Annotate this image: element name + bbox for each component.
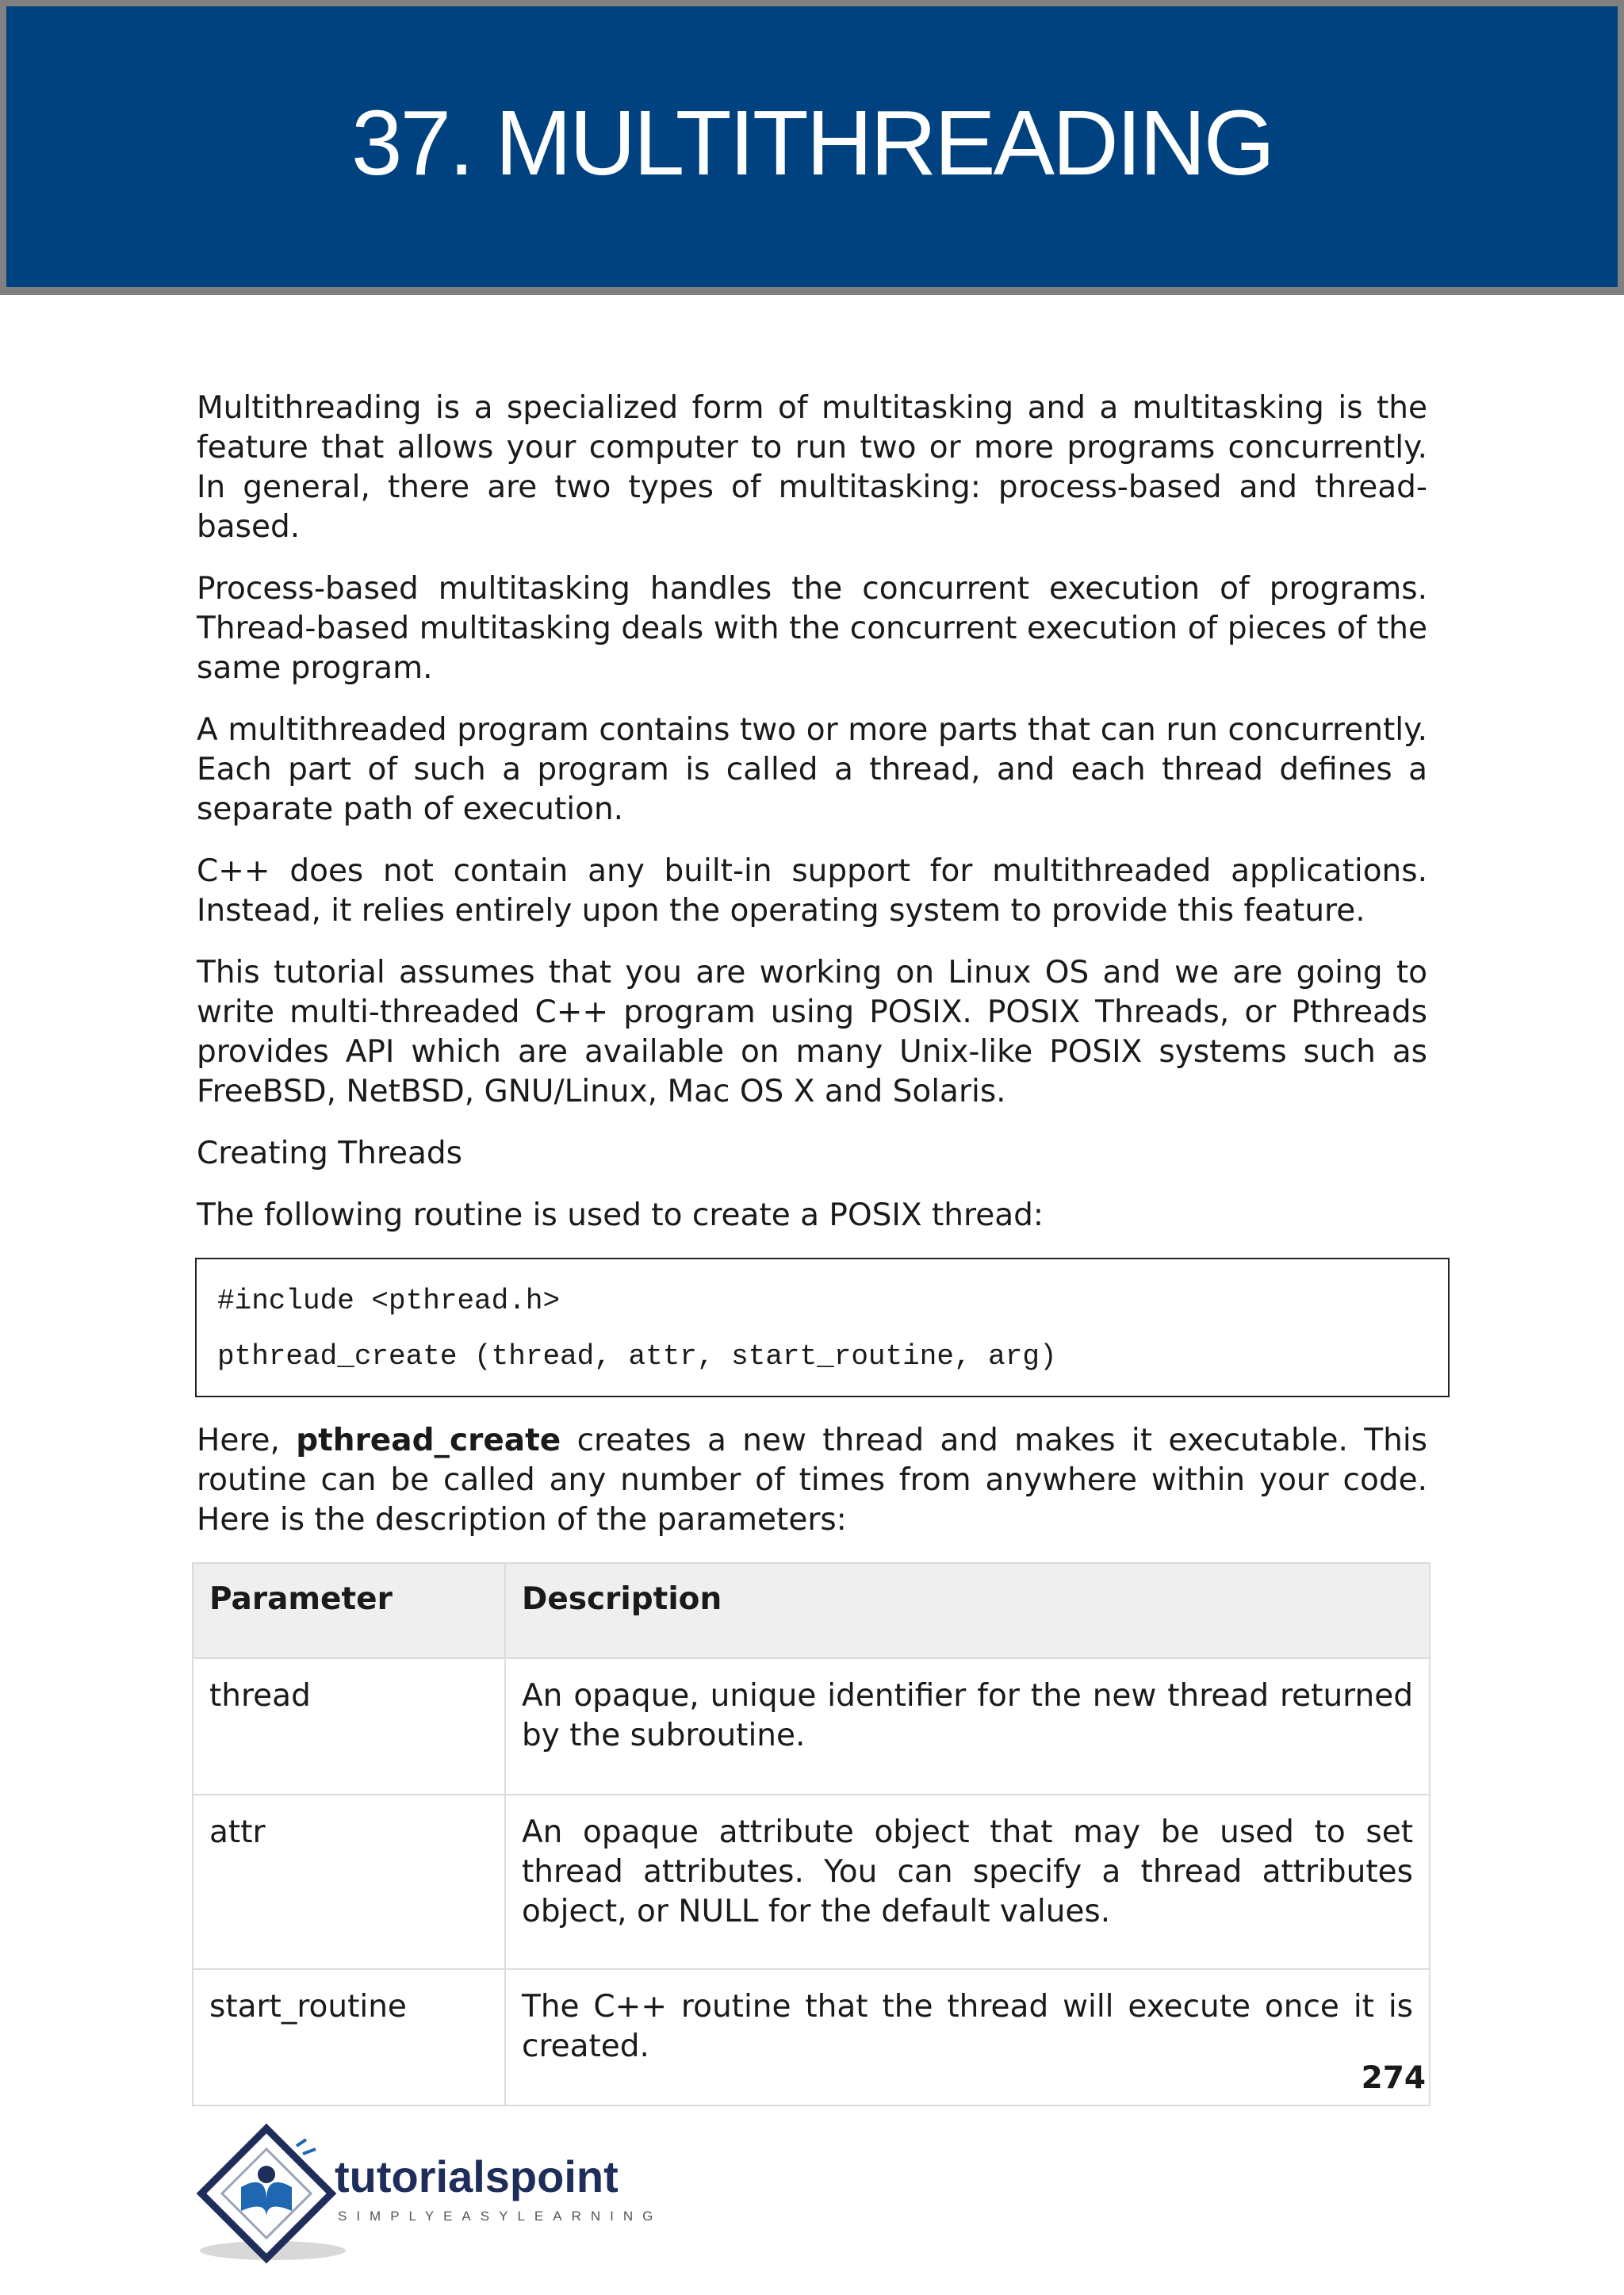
table-cell-desc: An opaque attribute object that may be used to set thread attributes. You can specify a thread attributes object, or NULL for the default values. xyxy=(505,1795,1430,1969)
paragraph-routine-intro: The following routine is used to create a POSIX thread: xyxy=(197,1197,1044,1233)
paragraph-explanation xyxy=(197,1421,1427,1540)
table-cell-desc: An opaque, unique identifier for the new thread returned by the subroutine. xyxy=(505,1658,1430,1795)
code-line-pthread-create: pthread_create (thread, attr, start_routine, arg) xyxy=(217,1340,1057,1373)
paragraph-cpp-support: C++ does not contain any built-in support for multithreaded applications. Instead, it relies entirely upon the operating system to provide this feature. xyxy=(197,853,1427,929)
table-header-description: Description xyxy=(505,1563,1430,1658)
table-cell-param: attr xyxy=(193,1795,505,1969)
page-content xyxy=(197,389,1427,2106)
table-cell-param: thread xyxy=(193,1658,505,1795)
chapter-banner xyxy=(0,0,1624,295)
paragraph-multithreaded-program: A multithreaded program contains two or more parts that can run concurrently. Each part of such a program is called a thread, and each thread defines a separate path of execution. xyxy=(197,712,1427,827)
table-cell-param: start_routine xyxy=(193,1969,505,2105)
table-row xyxy=(193,1795,1430,1969)
table-cell-desc: The C++ routine that the thread will execute once it is created. xyxy=(505,1969,1430,2105)
explanation-suffix: creates a new thread and makes it executable. This routine can be called any number of times from anywhere within your code. Here is the description of the parameters: xyxy=(197,1423,1427,1538)
parameters-table xyxy=(192,1562,1431,2106)
logo-diamond-icon xyxy=(201,2128,331,2259)
table-row xyxy=(193,1969,1430,2105)
tutorialspoint-logo xyxy=(195,2122,687,2265)
table-header-parameter: Parameter xyxy=(193,1563,505,1658)
paragraph-posix: This tutorial assumes that you are working on Linux OS and we are going to write multi-threaded C++ program using POSIX. POSIX Threads, or Pthreads provides API which are available on many Unix-like POSIX systems such as FreeBSD, NetBSD, GNU/Linux, Mac OS X and Solaris. xyxy=(197,955,1427,1109)
explanation-prefix: Here, xyxy=(197,1423,297,1458)
explanation-function-name: pthread_create xyxy=(296,1423,561,1458)
paragraph-process-based: Process-based multitasking handles the concurrent execution of programs. Thread-based multitasking deals with the concurrent execution of pieces of the same program. xyxy=(197,571,1427,686)
code-line-include: #include <pthread.h> xyxy=(217,1285,561,1317)
table-header-row xyxy=(193,1563,1430,1658)
section-heading: Creating Threads xyxy=(197,1136,462,1171)
paragraph-multithreading-intro: Multithreading is a specialized form of multitasking and a multitasking is the feature that allows your computer to run two or more programs concurrently. In general, there are two types of multitasking: process-based and thread-based. xyxy=(197,390,1427,545)
code-block xyxy=(195,1258,1450,1397)
page-number: 274 xyxy=(1361,2060,1426,2096)
logo-tagline: SIMPLYEASYLEARNING xyxy=(338,2209,663,2224)
table-row xyxy=(193,1658,1430,1795)
chapter-banner-inner xyxy=(6,6,1618,287)
logo-wordmark: tutorialspoint xyxy=(335,2151,619,2201)
chapter-title: 37. MULTITHREADING xyxy=(350,91,1274,194)
